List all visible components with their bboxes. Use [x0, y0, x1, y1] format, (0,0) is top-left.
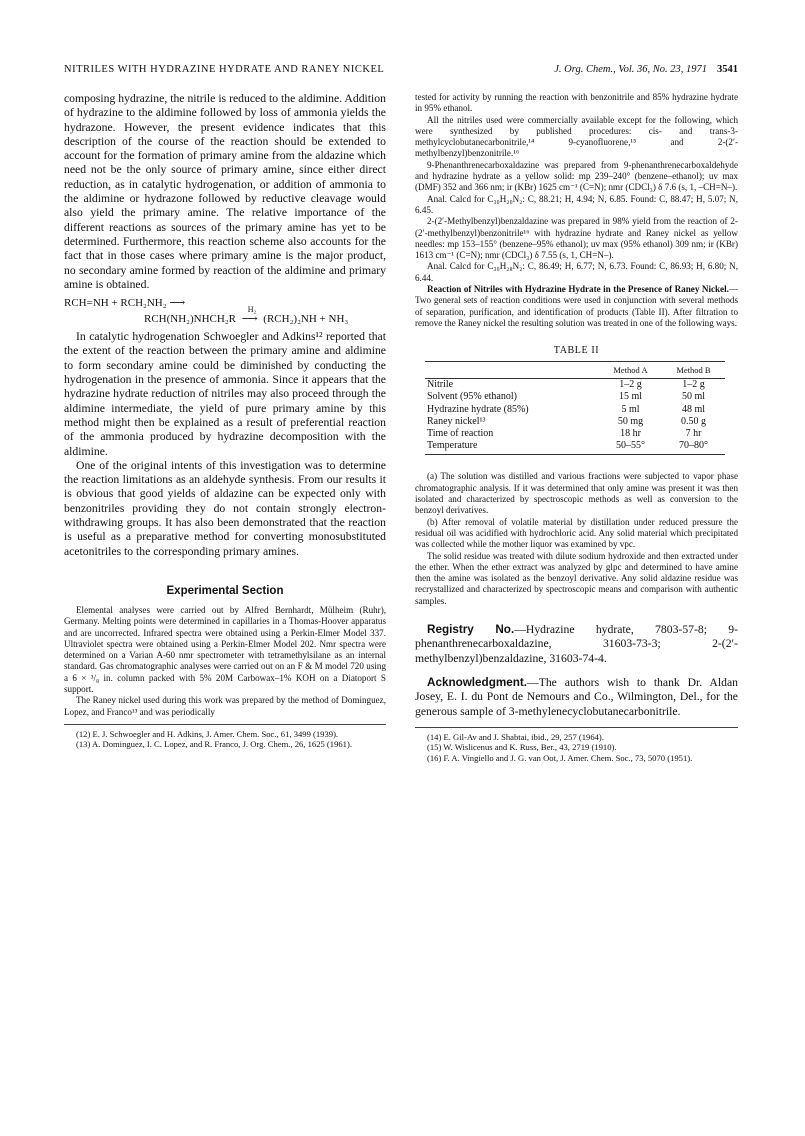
equation-line-1: RCH=NH + RCH₂NH₂ ⟶ — [64, 297, 186, 310]
registry-body: —Hydrazine hydrate, 7803-57-8; 9-phenanthrenecarboxaldazine, 31603-73-3; 2-(2′-methylbenzyl)benzaldazine, 31603-74-4. — [415, 623, 738, 665]
footnote-12: (12) E. J. Schwoegler and H. Adkins, J. Amer. Chem. Soc., 61, 3499 (1939). — [76, 728, 339, 739]
procedure-b: (b) After removal of volatile material by distillation under reduced pressure the residual oil was acidified with hydrochloric acid. Any solid material which precipitated was collected while the mother liquor was examined by vpc. — [415, 516, 738, 550]
benzaldazine-paragraph: 2-(2′-Methylbenzyl)benzaldazine was prepared in 98% yield from the reaction of 2-(2′-methylbenzyl)benzonitrile¹⁶ with hydrazine hydrate and Raney nickel as yellow needles: mp 153–155° (benzene–95% ethanol); uv max (95% ethanol) 309 nm; ir (KBr) 1613 cm⁻¹ (C=N); nmr (CDCl₃) δ 7.55 (s, 1, CH=N–). — [415, 216, 738, 261]
table-row — [425, 428, 725, 440]
table-row — [425, 379, 725, 392]
reaction-paragraph — [415, 284, 738, 329]
experimental-paragraph-2: The Raney nickel used during this work was prepared by the method of Dominguez, Lopez, and Franco¹³ and was periodically — [64, 695, 386, 717]
nitriles-paragraph: All the nitriles used were commercially available except for the following, which were synthesized by published procedures: cis- and trans-3-methylcyclobutanecarbonitrile,¹⁴ 9-cyanofluorene,¹⁵ and 2-(2′-methylbenzyl)benzonitrile.¹⁶ — [415, 114, 738, 159]
arrow-label: H₂ — [247, 305, 257, 315]
footnote-15: (15) W. Wislicenus and K. Russ, Ber., 43, 2719 (1910). — [427, 742, 617, 753]
table-cell-label: Solvent (95% ethanol) — [427, 391, 517, 403]
table-header-blank — [425, 362, 599, 379]
table-cell-method-b: 0.50 g — [680, 415, 706, 427]
table-cell-label: Raney nickel¹³ — [427, 415, 486, 427]
experimental-paragraph-1: Elemental analyses were carried out by Alfred Bernhardt, Mülheim (Ruhr), Germany. Melting points were determined in capillaries in a Thomas-Hoover apparatus and are uncorrected. Infrared spectra were obtained using a Perkin-Elmer Model 337. Ultraviolet spectra were obtained using a Perkin-Elmer Model 202. Nmr spectra were determined on a Varian A-60 nmr spectrometer with tetramethylsilane as an internal standard. Gas chromatographic analyses were carried out on an F & M model 720 using a 6 × ³/₈ in. column packed with 5% 20M Carbowax–1% KOH on a Diatoport S support. — [64, 604, 386, 694]
journal-citation — [554, 64, 738, 75]
acknowledgment-body: —The authors wish to thank Dr. Aldan Josey, E. I. du Pont de Nemours and Co., Wilmington, Del., for the generous sample of 3-methylenecyclobutanecarbonitrile. — [415, 675, 738, 718]
table-header-method-a: Method A — [599, 362, 662, 379]
section-title: Experimental Section — [166, 584, 284, 597]
table-cell-method-b: 70–80° — [662, 440, 725, 455]
table-header-method-b: Method B — [662, 362, 725, 379]
table-cell-label: Nitrile — [427, 379, 454, 391]
procedure-a: (a) The solution was distilled and various fractions were subjected to vapor phase chromatographic analysis. If it was determined that only amine was present it was then isolated and characterized by spectroscopic methods as well as conversion to the benzoyl derivatives. — [415, 471, 738, 516]
discussion-paragraph-1: composing hydrazine, the nitrile is reduced to the aldimine. Addition of hydrazine to the aldimine followed by loss of ammonia yields the hydrazone. However, the present evidence indicates that this description of the course of the reaction should be extended to account for the formation of primary amine from the aldazine which need not be the only source of primary amine, since either direct reduction, as in catalytic hydrogenation, or addition of ammonia to the aldimine or hydrazone followed by reductive cleavage would also yield the primary amine. The relative importance of the different reactions as sources of the primary amine has yet to be determined. Furthermore, this reaction scheme also accounts for the fact that in those cases where primary amine is the major product, no secondary amine formed by reaction of the aldimine and primary amine is obtained. — [64, 92, 386, 291]
table-cell-method-a: 15 ml — [618, 391, 643, 403]
acknowledgment-heading: Acknowledgment. — [427, 675, 528, 689]
table-row — [425, 416, 725, 428]
table-cell-method-a: 1–2 g — [619, 379, 642, 391]
footnote-divider — [64, 724, 386, 725]
table-cell-method-b: 48 ml — [681, 403, 706, 415]
experimental-paragraph-3: tested for activity by running the reaction with benzonitrile and 85% hydrazine hydrate in 95% ethanol. — [415, 92, 738, 114]
table-cell-method-b: 7 hr — [685, 428, 702, 440]
table-cell-method-b: 50 ml — [681, 391, 706, 403]
acknowledgment — [415, 676, 738, 719]
table-header-row — [425, 362, 725, 379]
table-body — [425, 379, 725, 455]
registry-heading: Registry No. — [427, 623, 515, 637]
reaction-body: —Two general sets of reaction conditions were used in conjunction with several methods of separation, purification, and identification of products (Table II). After filtration to remove the Raney nickel the resulting solution was treated in one of the following ways. — [415, 284, 738, 328]
registry-numbers — [415, 623, 738, 666]
table-cell-method-a: 50 mg — [617, 415, 644, 427]
table-cell-label: Temperature — [425, 440, 599, 455]
footnote-13: (13) A. Dominguez, I. C. Lopez, and R. Franco, J. Org. Chem., 26, 1625 (1961). — [76, 739, 352, 750]
footnote-divider-right — [415, 727, 738, 728]
table-cell-method-a: 5 ml — [621, 403, 640, 415]
running-title: NITRILES WITH HYDRAZINE HYDRATE AND RANEY NICKEL — [64, 64, 385, 75]
procedure-c: The solid residue was treated with dilute sodium hydroxide and then extracted under the ether. When the ether extract was analyzed by glpc and determined to have amine then the amine was isolated as the benzoyl derivative. Any solid aldazine residue was recrystallized and characterized by spectroscopic means and comparison with authentic samples. — [415, 550, 738, 606]
journal-name: J. Org. Chem., Vol. 36, No. 23, 1971 — [554, 64, 707, 75]
footnote-14: (14) E. Gil-Av and J. Shabtai, ibid., 29, 257 (1964). — [427, 731, 604, 742]
equation-line-2 — [144, 305, 386, 326]
table-row — [425, 391, 725, 403]
table-cell-label: Hydrazine hydrate (85%) — [427, 403, 529, 415]
table-row — [425, 404, 725, 416]
analysis-1: Anal. Calcd for C₃₀H₂₀N₂: C, 88.21; H, 4.94; N, 6.85. Found: C, 88.47; H, 5.07; N, 6.45. — [415, 193, 738, 215]
reaction-heading: Reaction of Nitriles with Hydrazine Hydrate in the Presence of Raney Nickel. — [427, 284, 729, 295]
table-cell-method-a: 18 hr — [620, 428, 641, 440]
table-cell-method-a: 50–55° — [599, 440, 662, 455]
left-column — [64, 92, 386, 750]
footnote-16: (16) F. A. Vingiello and J. G. van Oot, J. Amer. Chem. Soc., 73, 5070 (1951). — [427, 752, 693, 763]
analysis-2: Anal. Calcd for C₃₀H₂₈N₂: C, 86.49; H, 6.77; N, 6.73. Found: C, 86.93; H, 6.80; N, 6.44. — [415, 261, 738, 283]
table-cell-method-b: 1–2 g — [682, 379, 705, 391]
table-title: TABLE II — [553, 345, 600, 357]
phenanthrene-aldazine-paragraph: 9-Phenanthrenecarboxaldazine was prepared from 9-phenanthrenecarboxaldehyde and hydrazine hydrate as a yellow solid: mp 239–240° (benzene–ethanol); uv max (DMF) 352 and 366 nm; ir (KBr) 1625 cm⁻¹ (C=N); nmr (CDCl₃) δ 7.6 (s, 1, –CH=N–). — [415, 159, 738, 193]
discussion-paragraph-3: One of the original intents of this investigation was to determine the reaction limitations as an aldehyde synthesis. From our results it is obvious that good yields of aldazine can be expected only with benzonitriles providing they do not contain strongly electron-withdrawing groups. It has also been demonstrated that the reaction is useful as a preparative method for converting monosubstituted acetonitriles to the corresponding primary amines. — [64, 458, 386, 558]
equation-products: (RCH₂)₂NH + NH₃ — [263, 313, 349, 326]
conditions-table — [425, 361, 725, 455]
table-cell-label: Time of reaction — [427, 428, 494, 440]
reaction-arrow: H₂ ⟶ — [241, 305, 258, 326]
right-column — [415, 92, 738, 764]
page-number: 3541 — [717, 64, 738, 75]
discussion-paragraph-2: In catalytic hydrogenation Schwoegler and Adkins¹² reported that the extent of the reaction between the primary amine and aldimine to form secondary amine could be diminished by conducting the hydrogenation in the presence of ammonia. Since it appears that the hydrazine hydrate reduction of nitriles may also proceed through the aldimine intermediate, the yield of pure primary amine by this method might then be explained as a result of preferential reaction of the ammonia produced by hydrazine decomposition with the aldimine. — [64, 330, 386, 458]
equation-reactant: RCH(NH₂)NHCH₂R — [144, 313, 237, 326]
page-header — [64, 64, 738, 80]
table-row — [425, 440, 725, 455]
